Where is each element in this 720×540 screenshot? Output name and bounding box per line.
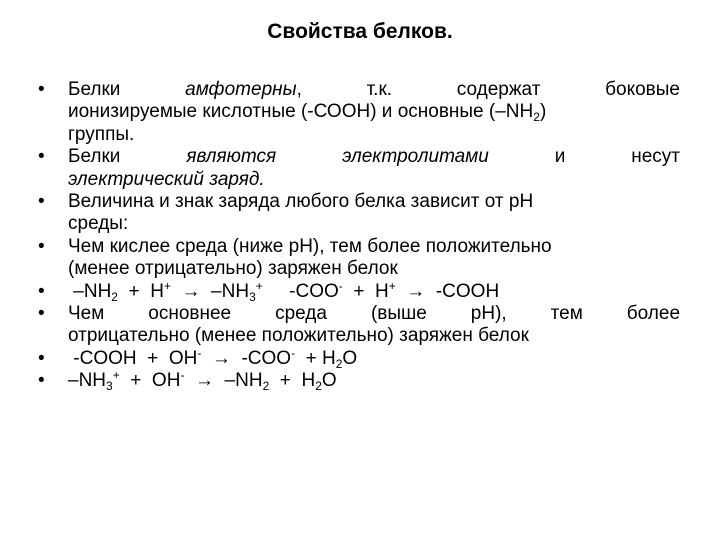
list-item (38, 79, 680, 146)
bullet-icon: • (38, 280, 45, 302)
list-item (38, 236, 680, 281)
equation: $-NH_2 + H^+ \to -NH_3^+$ -COO- + H+ → -COOH (68, 278, 500, 304)
list-item (38, 370, 680, 392)
bullet-icon: • (38, 79, 45, 100)
bullet-icon: • (38, 191, 45, 213)
list-item (38, 303, 680, 348)
bullet-icon: • (38, 370, 45, 392)
list-item (38, 146, 680, 191)
emphasis-text: являются (186, 146, 277, 168)
list-item (38, 191, 680, 236)
equation: -COOH + $OH^- \to -COO^- + H_2O$ (68, 345, 358, 371)
text-line: Белки являются электролитами и несут (68, 146, 681, 168)
list-item (38, 345, 680, 371)
text-line: среды: (68, 213, 129, 235)
text-line: Величина и знак заряда любого белка зависит от pH (68, 191, 534, 213)
emphasis-text: электрический заряд. (68, 168, 265, 190)
emphasis-text: амфотерны (185, 79, 297, 100)
text-line: Чем кислее среда (ниже pH), тем более положительно (68, 235, 552, 257)
list-item (38, 278, 680, 304)
bullet-list (38, 79, 680, 393)
text-line: Чем основнее среда (выше pH), тем более (68, 303, 681, 325)
text-line: группы. (68, 123, 135, 145)
text-line: Белки амфотерны, т.к. содержат боковые (68, 79, 680, 100)
bullet-icon: • (38, 146, 45, 168)
bullet-icon: • (38, 235, 45, 257)
bullet-icon: • (38, 347, 45, 369)
text-line: (менее отрицательно) заряжен белок (68, 258, 398, 280)
slide-title: Свойства белков. (267, 20, 453, 43)
bullet-icon: • (38, 303, 45, 325)
emphasis-text: электролитами (342, 146, 489, 168)
equation: $-NH_3^+ + OH^- \to -NH_2 + H_2O$ (68, 368, 337, 394)
text-line: ионизируемые кислотные (-СООН) и основные $(-NH_2)$ (68, 101, 547, 125)
text-line: отрицательно (менее положительно) заряжен белок (68, 325, 529, 347)
